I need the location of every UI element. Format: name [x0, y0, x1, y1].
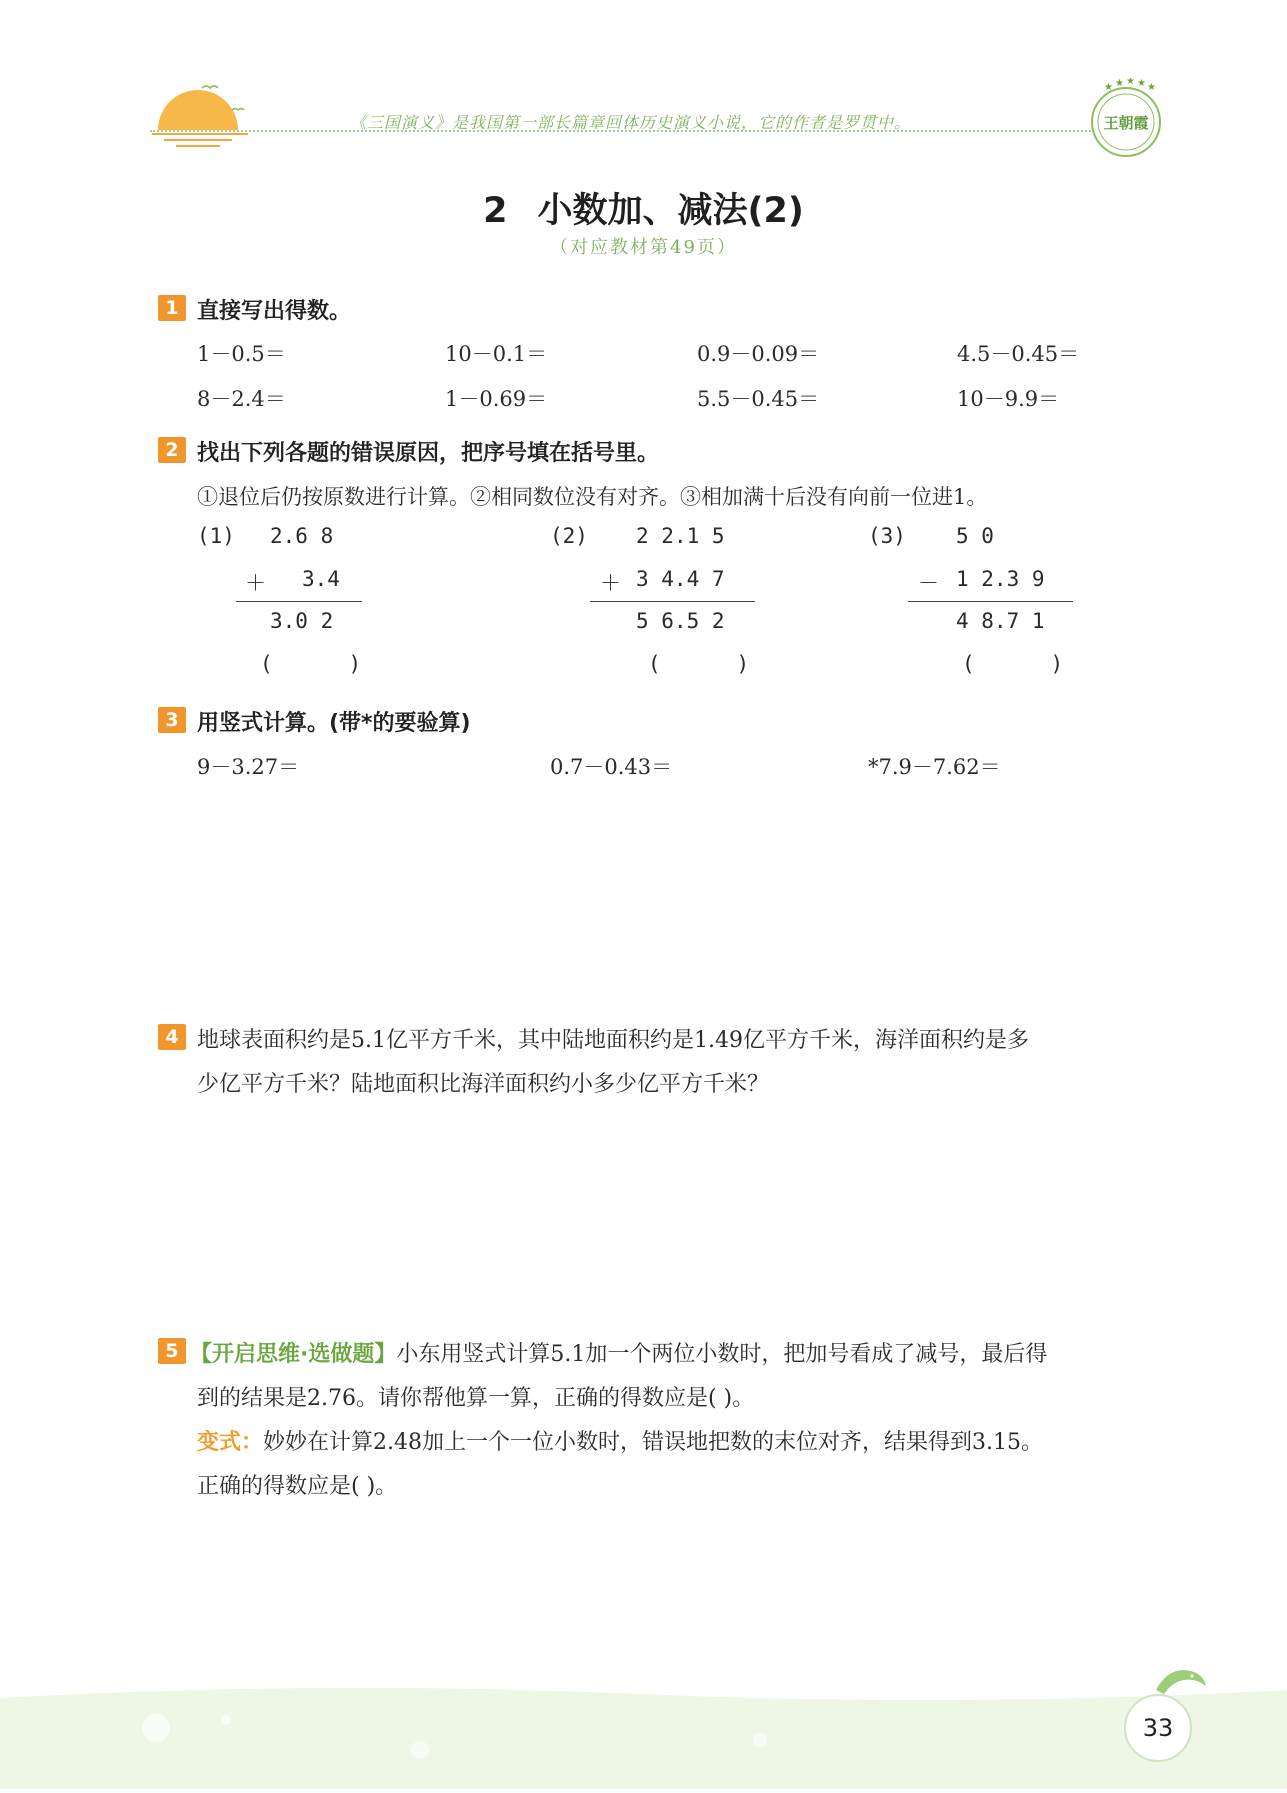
q4-line-2: 少亿平方千米？陆地面积比海洋面积约小多少亿平方千米？ — [197, 1072, 770, 1097]
q1-item: 4.5－0.45＝ — [957, 342, 1080, 366]
problem-line — [590, 601, 755, 602]
footer-band — [0, 1680, 1287, 1789]
page-title — [0, 183, 1287, 233]
q5-line-2: 到的结果是2.76。请你帮他算一算，正确的得数应是( )。 — [197, 1386, 755, 1411]
q1-heading: 直接写出得数。 — [197, 299, 352, 324]
answer-blank[interactable]: ( ) — [962, 652, 1064, 676]
q1-item: 10－0.1＝ — [445, 342, 548, 366]
problem-operator: ＋ — [245, 571, 266, 595]
problem-result: 3.0 2 — [270, 609, 334, 633]
q3-item: *7.9－7.62＝ — [868, 755, 1001, 779]
problem-line — [236, 601, 362, 602]
q1-item: 5.5－0.45＝ — [697, 387, 820, 411]
problem-bottom-operand: 3.4 — [302, 567, 340, 591]
problem-result: 4 8.7 1 — [956, 609, 1045, 633]
problem-label: (2) — [550, 524, 588, 548]
sunset-icon — [150, 80, 250, 152]
svg-text:★: ★ — [1137, 78, 1146, 89]
question-number-3: 3 — [158, 707, 186, 733]
q1-item: 10－9.9＝ — [957, 387, 1060, 411]
question-number-2: 2 — [158, 437, 186, 463]
lesson-title: 小数加、减法(2) — [537, 191, 804, 231]
problem-top-operand: 2 2.1 5 — [636, 524, 725, 548]
problem-label: (1) — [197, 524, 235, 548]
problem-top-operand: 2.6 8 — [270, 524, 334, 548]
question-number-1: 1 — [158, 295, 186, 321]
problem-label: (3) — [868, 524, 906, 548]
q5-tag: 【开启思维·选做题】 — [190, 1342, 397, 1367]
problem-line — [908, 601, 1073, 602]
q5-text: 小东用竖式计算5.1加一个两位小数时，把加号看成了减号，最后得 — [396, 1342, 1048, 1367]
q1-item: 8－2.4＝ — [197, 387, 286, 411]
badge-text: 王朝霞 — [1103, 114, 1149, 132]
problem-operator: ＋ — [600, 571, 621, 595]
lesson-number: 2 — [483, 191, 508, 231]
q3-item: 0.7－0.43＝ — [550, 755, 673, 779]
q1-item: 0.9－0.09＝ — [697, 342, 820, 366]
q3-heading: 用竖式计算。(带*的要验算) — [197, 711, 471, 736]
header-quote: 《三国演义》是我国第一部长篇章回体历史演义小说，它的作者是罗贯中。 — [350, 113, 912, 132]
teacher-badge-icon — [1085, 78, 1167, 160]
svg-text:★: ★ — [1147, 82, 1156, 93]
q5-variant-line-1 — [197, 1425, 1043, 1456]
problem-operator: － — [918, 571, 939, 595]
variant-label: 变式： — [197, 1430, 264, 1455]
textbook-reference: （对应教材第49页） — [550, 237, 737, 258]
page-number: 33 — [1124, 1694, 1192, 1762]
q5-line-1 — [190, 1337, 1047, 1368]
svg-text:★: ★ — [1126, 78, 1135, 87]
answer-blank[interactable]: ( ) — [648, 652, 750, 676]
variant-text: 妙妙在计算2.48加上一个一位小数时，错误地把数的末位对齐，结果得到3.15。 — [263, 1430, 1043, 1455]
question-number-4: 4 — [158, 1024, 186, 1050]
problem-top-operand: 5 0 — [956, 524, 994, 548]
q4-line-1: 地球表面积约是5.1亿平方千米，其中陆地面积约是1.49亿平方千米，海洋面积约是多 — [197, 1028, 1029, 1053]
answer-blank[interactable]: ( ) — [260, 652, 362, 676]
svg-text:★: ★ — [1115, 78, 1124, 89]
problem-bottom-operand: 1 2.3 9 — [956, 567, 1045, 591]
problem-result: 5 6.5 2 — [636, 609, 725, 633]
svg-text:★: ★ — [1104, 82, 1113, 93]
q1-item: 1－0.5＝ — [197, 342, 286, 366]
q2-reasons: ①退位后仍按原数进行计算。②相同数位没有对齐。③相加满十后没有向前一位进1。 — [197, 485, 988, 509]
q5-variant-line-2: 正确的得数应是( )。 — [197, 1474, 398, 1499]
q2-heading: 找出下列各题的错误原因，把序号填在括号里。 — [197, 441, 660, 466]
q3-item: 9－3.27＝ — [197, 755, 300, 779]
question-number-5: 5 — [158, 1338, 186, 1364]
q1-item: 1－0.69＝ — [445, 387, 548, 411]
problem-bottom-operand: 3 4.4 7 — [636, 567, 725, 591]
